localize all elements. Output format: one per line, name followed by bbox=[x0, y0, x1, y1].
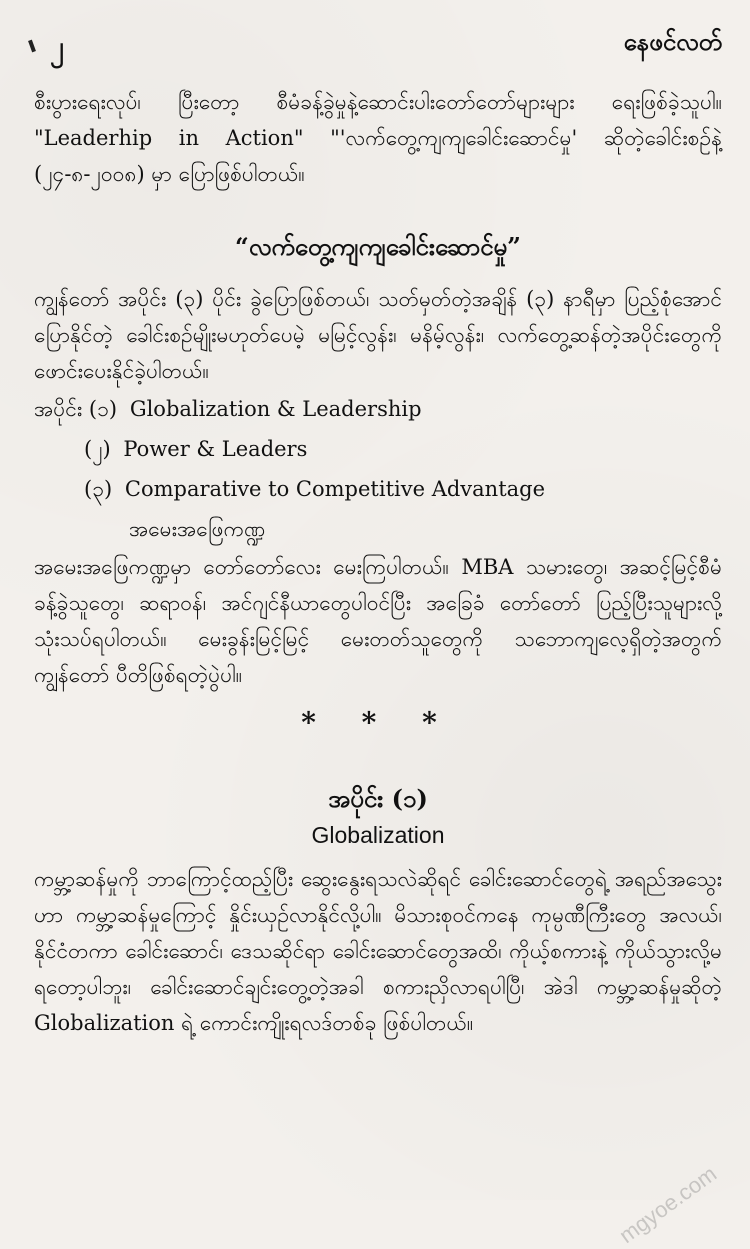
parts-list-item-label: Comparative to Competitive Advantage bbox=[124, 477, 546, 501]
parts-list-item-3 bbox=[34, 469, 722, 509]
page-header bbox=[30, 26, 722, 66]
intro-paragraph: စီးပွားရေးလုပ်၊ ပြီးတော့ စီမံခန့်ခွဲမှုနဲ့ဆောင်းပါးတော်တော်များများ ရေးဖြစ်ခဲ့သူပါ။ "Leaderhip in Action" "'လက်တွေ့ကျကျခေါင်းဆောင်မှု' ဆိုတဲ့ခေါင်းစဉ်နဲ့ (၂၄-၈-၂၀၀၈) မှာ ပြောဖြစ်ပါတယ်။ bbox=[34, 90, 722, 186]
watermark-text: mgyoe.com bbox=[614, 1160, 722, 1249]
section-separator-stars: * * * bbox=[301, 706, 455, 739]
page-mark bbox=[28, 40, 36, 53]
parts-list-item-label: Globalization & Leadership bbox=[129, 397, 422, 421]
qa-label: အမေးအဖြေကဏ္ဍ bbox=[129, 517, 266, 541]
running-header-author: နေဖင်လတ် bbox=[623, 27, 722, 56]
page-content bbox=[34, 84, 722, 1041]
globalization-paragraph: ကမ္ဘာ့ဆန်မှုကို ဘာကြောင့်ထည့်ပြီး ဆွေးနွေးရသလဲဆိုရင် ခေါင်းဆောင်တွေရဲ့ အရည်အသွေးဟာ ကမ္ဘာ့ဆန်မှုကြောင့် နှိုင်းယှဉ်လာနိုင်လို့ပါ။ မိသားစုဝင်ကနေ ကုမ္ပဏီကြီးတွေ အလယ်၊ နိုင်ငံတကာ ခေါင်းဆောင်၊ ဒေသဆိုင်ရာ ခေါင်းဆောင်တွေအထိ၊ ကိုယ့်စကားနဲ့ ကိုယ်သွားလို့မရတော့ပါဘူး၊ ခေါင်းဆောင်ချင်းတွေ့တဲ့အခါ စကားညှိလာရပါပြီ၊ အဲဒါ ကမ္ဘာ့ဆန်မှုဆိုတဲ့ Globalization ရဲ့ ကောင်းကျိုးရလဒ်တစ်ခု ဖြစ်ပါတယ်။ bbox=[34, 867, 722, 1035]
parts-list-prefix: အပိုင်း bbox=[34, 397, 83, 421]
section-paragraph-overview: ကျွန်တော် အပိုင်း (၃) ပိုင်း ခွဲပြောဖြစ်တယ်၊ သတ်မှတ်တဲ့အချိန် (၃) နာရီမှာ ပြည့်စုံအောင်ပြောနိုင်တဲ့ ခေါင်းစဉ်မျိုးမဟုတ်ပေမဲ့ မမြင့်လွန်း၊ မနိမ့်လွန်း၊ လက်တွေ့ဆန်တဲ့အပိုင်းတွေကို ဖောင်းပေးနိုင်ခဲ့ပါတယ်။ bbox=[34, 287, 722, 383]
parts-list-item-1 bbox=[34, 389, 722, 429]
parts-list bbox=[34, 389, 722, 549]
parts-list-item-number: (၂) bbox=[84, 437, 111, 461]
part-one-title: အပိုင်း (၁) bbox=[328, 784, 428, 813]
parts-list-item-2 bbox=[34, 429, 722, 469]
parts-list-item-number: (၁) bbox=[88, 397, 118, 421]
part-one-subtitle: Globalization bbox=[311, 822, 445, 848]
parts-list-item-label: Power & Leaders bbox=[123, 437, 308, 461]
parts-list-item-number: (၃) bbox=[84, 477, 113, 501]
page-number: ၂ bbox=[50, 30, 64, 63]
section-title-practical-leadership: “လက်တွေ့ကျကျခေါင်းဆောင်မှု” bbox=[235, 232, 521, 261]
qa-paragraph: အမေးအဖြေကဏ္ဍမှာ တော်တော်လေး မေးကြပါတယ်။ MBA သမားတွေ၊ အဆင့်မြင့်စီမံခန့်ခွဲသူတွေ၊ ဆရာဝန်၊ အင်ဂျင်နီယာတွေပါဝင်ပြီး အခြေခံ တော်တော် ပြည့်ပြီးသူများလို့ သုံးသပ်ရပါတယ်။ မေးခွန်းမြင့်မြင့် မေးတတ်သူတွေကို သဘောကျလေ့ရှိတဲ့အတွက် ကျွန်တော် ပီတိဖြစ်ရတဲ့ပွဲပါ။ bbox=[34, 555, 722, 687]
